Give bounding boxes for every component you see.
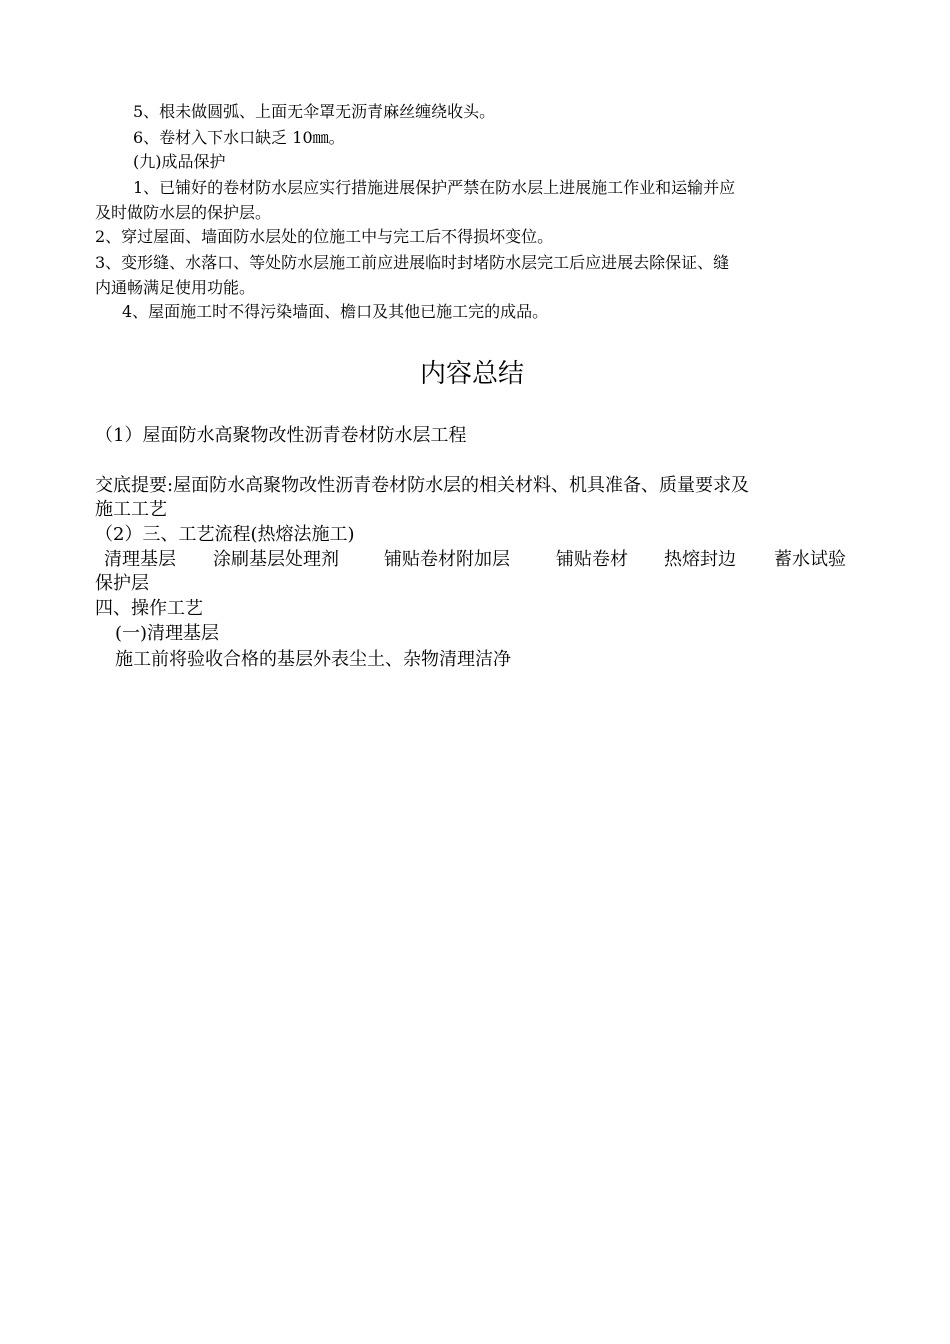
protection-item-2: 2、穿过屋面、墙面防水层处的位施工中与完工后不得损坏变位。	[95, 227, 554, 246]
subsection-clean-base: (一)清理基层	[115, 623, 220, 644]
summary-point-1: （1）屋面防水高聚物改性沥青卷材防水层工程	[95, 425, 467, 446]
heading-finished-product-protection: (九)成品保护	[133, 152, 226, 171]
section-4-heading: 四、操作工艺	[95, 598, 203, 619]
flow-step: 热熔封边	[664, 549, 736, 570]
flow-step: 蓄水试验	[774, 549, 846, 570]
subsection-clean-base-text: 施工前将验收合格的基层外表尘土、杂物清理洁净	[115, 649, 511, 670]
defect-6: 6、卷材入下水口缺乏 10㎜。	[133, 128, 345, 147]
summary-brief-line2: 施工工艺	[95, 499, 167, 520]
protection-item-3-line2: 内通畅满足使用功能。	[95, 278, 256, 297]
protection-item-1-line2: 及时做防水层的保护层。	[95, 203, 272, 222]
protection-item-1-line1: 1、已铺好的卷材防水层应实行措施进展保护严禁在防水层上进展施工作业和运输并应	[133, 178, 736, 197]
protection-item-3-line1: 3、变形缝、水落口、等处防水层施工前应进展临时封堵防水层完工后应进展去除保证、缝	[95, 253, 730, 272]
flow-step: 铺贴卷材附加层	[384, 549, 510, 570]
flow-tail: 保护层	[95, 573, 149, 594]
flow-step: 清理基层	[104, 549, 176, 570]
process-flow-row	[0, 551, 950, 571]
summary-brief-line1: 交底提要:屋面防水高聚物改性沥青卷材防水层的相关材料、机具准备、质量要求及	[95, 475, 750, 496]
defect-5: 5、根未做圆弧、上面无伞罩无沥青麻丝缠绕收头。	[133, 102, 496, 121]
summary-title: 内容总结	[420, 359, 525, 389]
flow-step: 涂刷基层处理剂	[213, 549, 339, 570]
summary-point-2: （2）三、工艺流程(热熔法施工)	[95, 524, 355, 545]
protection-item-4: 4、屋面施工时不得污染墙面、檐口及其他已施工完的成品。	[122, 302, 549, 321]
flow-step: 铺贴卷材	[556, 549, 628, 570]
